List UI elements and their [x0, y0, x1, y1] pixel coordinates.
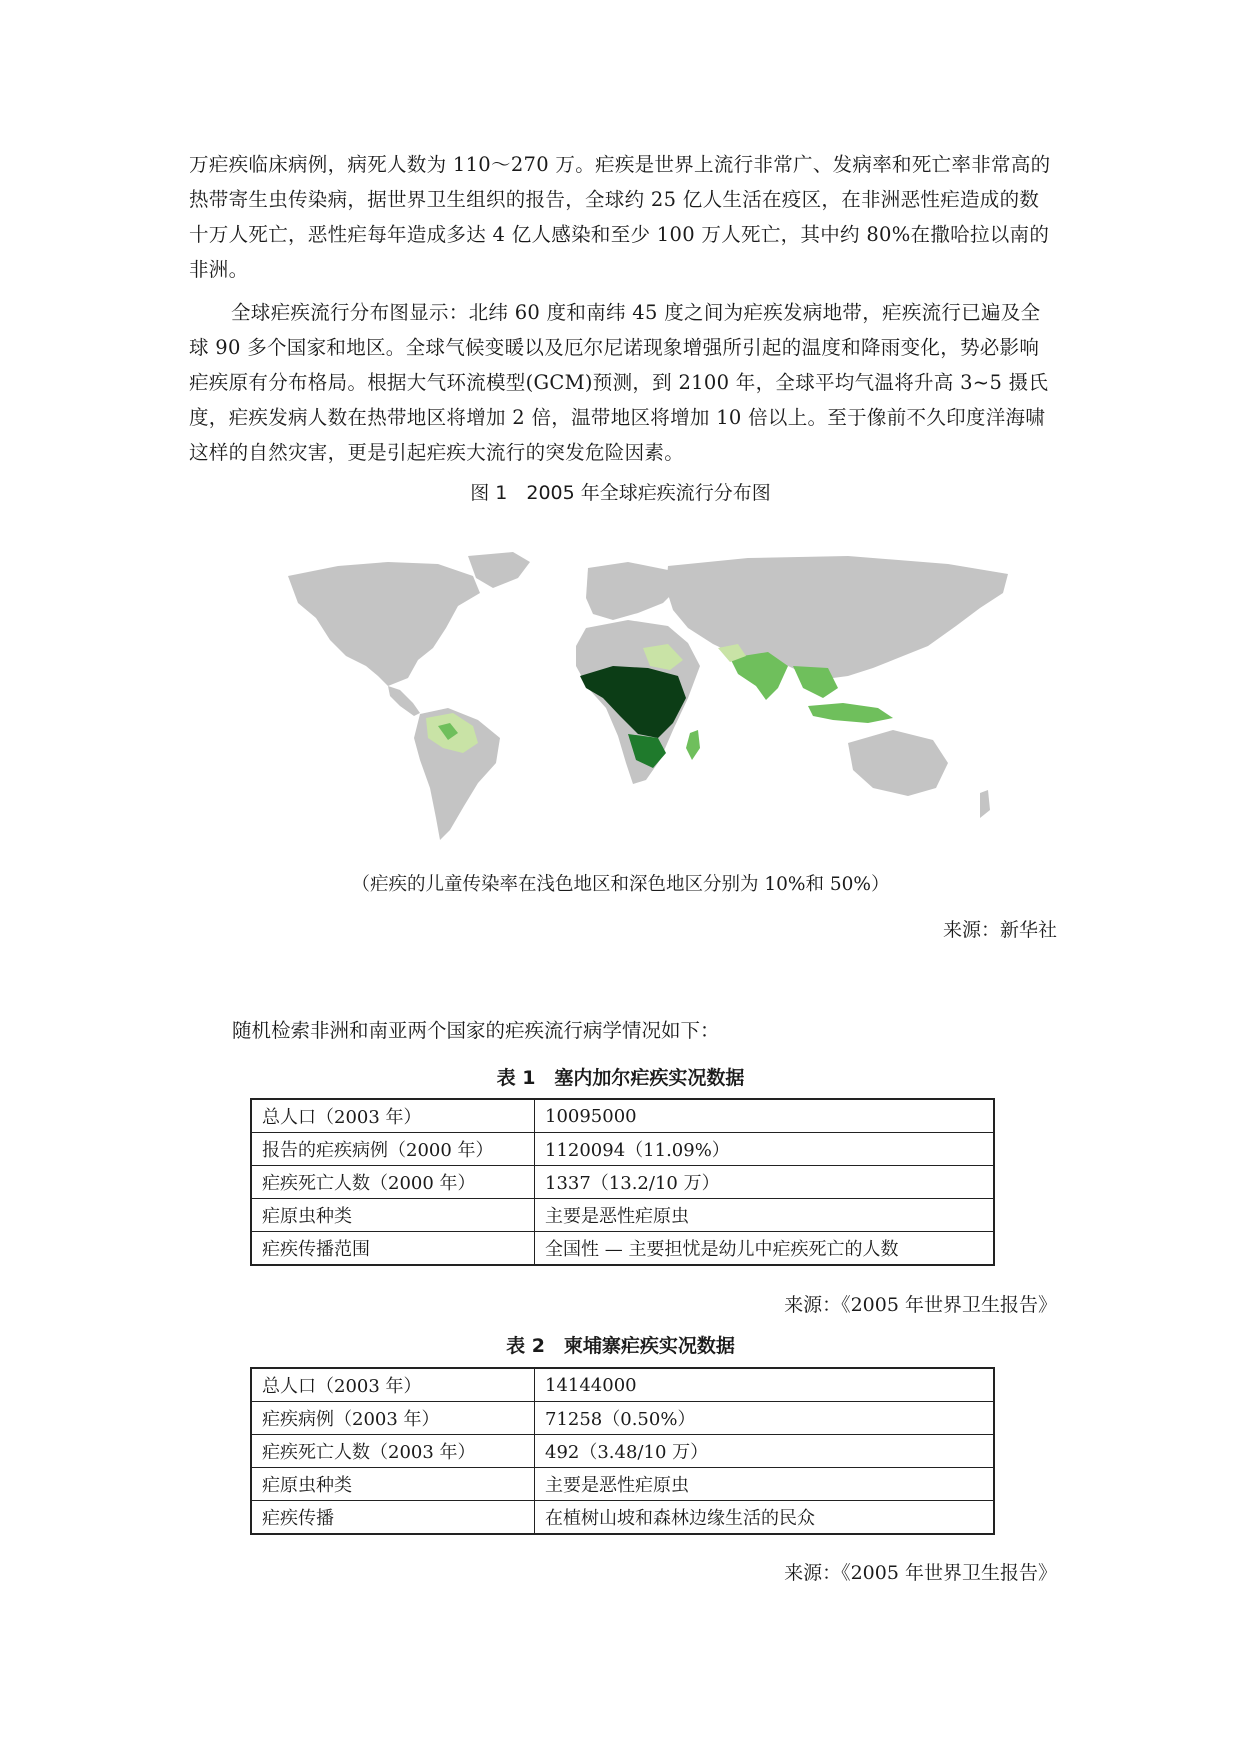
table-cell-value: 1337（13.2/10 万） [535, 1166, 995, 1199]
table-1-source: 来源：《2005 年世界卫生报告》 [784, 1294, 1057, 1316]
table-cell-key: 疟原虫种类 [251, 1199, 535, 1232]
table-cell-key: 疟疾传播范围 [251, 1232, 535, 1266]
table-cell-key: 疟疾传播 [251, 1501, 535, 1535]
table-row [251, 1501, 994, 1535]
table-cell-value: 1120094（11.09%） [535, 1133, 995, 1166]
table-row [251, 1435, 994, 1468]
table-cell-value: 10095000 [535, 1099, 995, 1133]
table-cell-value: 主要是恶性疟原虫 [535, 1199, 995, 1232]
figure-caption: （疟疾的儿童传染率在浅色地区和深色地区分别为 10%和 50%） [351, 874, 890, 895]
madagascar [686, 730, 700, 760]
table-cell-value: 在植树山坡和森林边缘生活的民众 [535, 1501, 995, 1535]
table-cell-key: 总人口（2003 年） [251, 1368, 535, 1402]
table-cell-key: 疟疾病例（2003 年） [251, 1402, 535, 1435]
table-cambodia [250, 1367, 995, 1535]
intro-text: 随机检索非洲和南亚两个国家的疟疾流行病学情况如下： [232, 1019, 720, 1042]
table-cell-key: 疟疾死亡人数（2000 年） [251, 1166, 535, 1199]
table-2-source: 来源：《2005 年世界卫生报告》 [784, 1562, 1057, 1584]
table-2-title: 表 2 柬埔寨疟疾实况数据 [506, 1335, 735, 1357]
australia [848, 730, 948, 796]
table-row [251, 1468, 994, 1501]
table-cell-key: 总人口（2003 年） [251, 1099, 535, 1133]
north-america [288, 562, 480, 686]
table-cell-value: 14144000 [535, 1368, 995, 1402]
table-cell-value: 主要是恶性疟原虫 [535, 1468, 995, 1501]
indonesia [808, 703, 893, 723]
table-1-title: 表 1 塞内加尔疟疾实况数据 [496, 1067, 745, 1089]
table-cell-value: 492（3.48/10 万） [535, 1435, 995, 1468]
paragraph-1: 万疟疾临床病例，病死人数为 110～270 万。疟疾是世界上流行非常广、发病率和死亡率非常高的热带寄生虫传染病，据世界卫生组织的报告，全球约 25 亿人生活在疫区，在非洲恶性疟造成的数十万人死亡，恶性疟每年造成多达 4 亿人感染和至少 100 万人死亡，其中约 80%在撒哈拉以南的非洲。 [189, 153, 1051, 281]
table-row [251, 1166, 994, 1199]
table-cell-value: 71258（0.50%） [535, 1402, 995, 1435]
asia [666, 556, 1008, 680]
greenland [468, 552, 530, 588]
figure-title: 图 1 2005 年全球疟疾流行分布图 [470, 482, 771, 504]
figure-source: 来源：新华社 [942, 919, 1057, 941]
table-row [251, 1232, 994, 1266]
table-cell-key: 报告的疟疾病例（2000 年） [251, 1133, 535, 1166]
table-row [251, 1402, 994, 1435]
table-cell-key: 疟原虫种类 [251, 1468, 535, 1501]
europe [586, 562, 678, 620]
table-cell-value: 全国性 — 主要担忧是幼儿中疟疾死亡的人数 [535, 1232, 995, 1266]
table-row [251, 1368, 994, 1402]
table-row [251, 1099, 994, 1133]
table-row [251, 1199, 994, 1232]
new-zealand [980, 790, 990, 818]
central-america [388, 686, 420, 716]
table-cell-key: 疟疾死亡人数（2003 年） [251, 1435, 535, 1468]
table-senegal [250, 1098, 995, 1266]
paragraph-2: 全球疟疾流行分布图显示：北纬 60 度和南纬 45 度之间为疟疾发病地带，疟疾流行已遍及全球 90 多个国家和地区。全球气候变暖以及厄尔尼诺现象增强所引起的温度和降雨变化，势必影响疟疾原有分布格局。根据大气环流模型(GCM)预测，到 2100 年，全球平均气温将升高 3~5 摄氏度，疟疾发病人数在热带地区将增加 2 倍，温带地区将增加 10 倍以上。至于像前不久印度洋海啸这样的自然灾害，更是引起疟疾大流行的突发危险因素。 [189, 301, 1049, 464]
table-row [251, 1133, 994, 1166]
world-malaria-map [268, 548, 1020, 848]
